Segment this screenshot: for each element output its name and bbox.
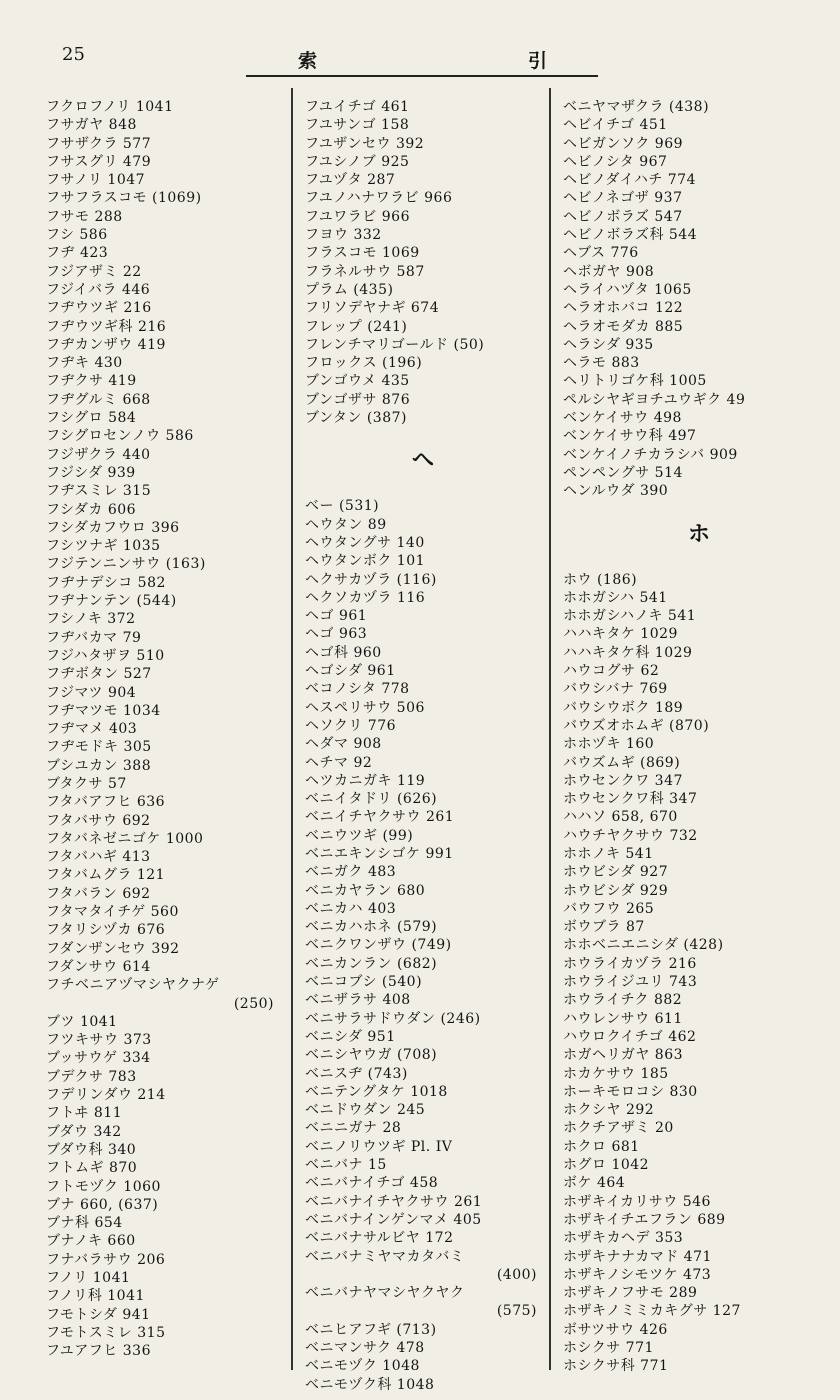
index-entry: ベニニガナ 28 <box>305 1120 402 1137</box>
index-entry: フヂナンテン (544) <box>46 593 177 610</box>
index-entry: ヘラモ 883 <box>563 355 640 372</box>
index-entry: ブナノキ 660 <box>46 1233 136 1250</box>
index-entry: ヘラオホバコ 122 <box>563 300 684 317</box>
index-entry: ベニバナヤマシヤクヤク <box>305 1285 465 1302</box>
header-rule <box>246 75 598 77</box>
index-entry: ヘビノボラズ 547 <box>563 208 683 225</box>
index-entry: フサフラスコモ (1069) <box>46 190 202 207</box>
header-title-right: 引 <box>528 50 548 72</box>
index-entry: ブツ 1041 <box>46 1013 118 1030</box>
index-entry: ベニカハホネ (579) <box>305 919 438 936</box>
index-entry: フヨウ 332 <box>305 227 382 244</box>
index-entry: (250) <box>233 995 274 1012</box>
index-entry: ブンタン (387) <box>305 410 407 427</box>
index-entry: フレップ (241) <box>305 318 408 335</box>
index-list <box>563 571 835 1376</box>
index-entry: フラネルサウ 587 <box>305 263 425 280</box>
index-entry: ブナ 660, (637) <box>46 1196 159 1213</box>
index-entry: ヘゴ科 960 <box>305 644 382 661</box>
index-entry: ブダウ科 340 <box>46 1141 137 1158</box>
index-entry: フシノキ 372 <box>46 611 136 628</box>
index-entry: ヘダマ 908 <box>305 736 382 753</box>
index-entry: フシダカフウロ 396 <box>46 519 180 536</box>
index-entry: ヘビガンソク 969 <box>563 135 684 152</box>
index-entry: ヘラシダ 935 <box>563 336 654 353</box>
index-entry: ヘウタンボク 101 <box>305 553 426 570</box>
index-entry: ベニシダ 951 <box>305 1028 396 1045</box>
index-entry: ベニモヅク科 1048 <box>305 1376 435 1393</box>
index-entry: フユヅタ 287 <box>305 172 396 189</box>
index-entry: ホザキイカリサウ 546 <box>563 1193 711 1210</box>
index-entry: フモトスミレ 315 <box>46 1324 166 1341</box>
index-entry: フシ 586 <box>46 227 108 244</box>
index-entry: フリソデヤナギ 674 <box>305 300 440 317</box>
index-entry: フヂクサ 419 <box>46 373 137 390</box>
index-entry: フタバラン 692 <box>46 885 151 902</box>
index-entry: フシツナギ 1035 <box>46 538 161 555</box>
index-entry: ベニサラサドウダン (246) <box>305 1010 481 1027</box>
index-entry: ベニヒアフギ (713) <box>305 1321 437 1338</box>
index-entry: ブダウ 342 <box>46 1123 122 1140</box>
index-entry: ホホベニエニシダ (428) <box>563 937 724 954</box>
index-entry: フユイチゴ 461 <box>305 99 410 115</box>
index-entry: ヘゴシダ 961 <box>305 663 396 680</box>
index-entry: フモトシダ 941 <box>46 1306 151 1323</box>
index-entry: ホガヘリガヤ 863 <box>563 1047 684 1064</box>
index-entry: ベコノシタ 778 <box>305 681 410 698</box>
index-entry: フラスコモ 1069 <box>305 245 420 262</box>
index-entry: フトヰ 811 <box>46 1105 123 1122</box>
index-entry: フトムギ 870 <box>46 1160 138 1177</box>
index-entry: フヂマメ 403 <box>46 721 138 738</box>
index-entry: ハウチヤクサウ 732 <box>563 827 698 844</box>
index-entry: ホザキイチエフラン 689 <box>563 1211 726 1228</box>
index-entry: ベニドウダン 245 <box>305 1102 426 1119</box>
index-entry: フロックス (196) <box>305 355 423 372</box>
index-entry: ヘビノネゴザ 937 <box>563 190 683 207</box>
index-entry: フヂボタン 527 <box>46 666 152 683</box>
index-column-1 <box>46 98 278 1360</box>
index-entry: フノリ 1041 <box>46 1270 131 1286</box>
index-entry: バウフウ 265 <box>563 900 655 917</box>
index-entry: フジシダ 939 <box>46 464 136 481</box>
index-entry: ヘリトリゴケ科 1005 <box>563 373 707 390</box>
index-entry: ホーキモロコシ 830 <box>563 1083 698 1100</box>
index-entry: ペルシヤギヨチユウギク 49 <box>563 391 746 408</box>
index-entry: ホウライジユリ 743 <box>563 974 698 991</box>
index-entry: フジマツ 904 <box>46 684 137 701</box>
index-entry: フタバハギ 413 <box>46 849 151 866</box>
index-entry: ベニバナミヤマカタバミ <box>305 1248 465 1265</box>
index-entry: ホホガシハ 541 <box>563 589 668 606</box>
index-entry: フチベニアヅマシヤクナゲ <box>46 977 220 994</box>
index-entry: ベー (531) <box>305 498 380 515</box>
index-entry: フヂバカマ 79 <box>46 629 142 646</box>
index-entry: フジザクラ 440 <box>46 446 151 463</box>
index-entry: ホウ (186) <box>563 571 638 588</box>
index-entry: フシグロセンノウ 586 <box>46 428 194 445</box>
index-entry: フダンサウ 614 <box>46 958 151 975</box>
index-entry: ヘラオモダカ 885 <box>563 318 684 335</box>
index-entry: ベニバナ 15 <box>305 1157 387 1174</box>
index-entry: バウズオホムギ (870) <box>563 717 710 734</box>
index-entry: ブデクサ 783 <box>46 1068 137 1085</box>
index-entry: ブナ科 654 <box>46 1215 123 1232</box>
index-entry: ホクチアザミ 20 <box>563 1120 674 1137</box>
index-entry: ブシユカン 388 <box>46 757 152 774</box>
index-entry: フタリシヅカ 676 <box>46 922 166 939</box>
index-entry: ボケ 464 <box>563 1175 626 1192</box>
index-entry: フユザンセウ 392 <box>305 135 425 152</box>
index-entry: ホザキナナカマド 471 <box>563 1248 712 1265</box>
index-entry: ホクシヤ 292 <box>563 1102 655 1119</box>
index-entry: ホホヅキ 160 <box>563 736 655 753</box>
index-entry: ボサツサウ 426 <box>563 1321 668 1338</box>
index-entry: ヘクソカヅラ 116 <box>305 589 426 606</box>
index-entry: フユワラビ 966 <box>305 208 410 225</box>
index-entry: ヘツカニガキ 119 <box>305 772 426 789</box>
index-entry: ホザキカヘデ 353 <box>563 1230 684 1247</box>
index-entry: フシグロ 584 <box>46 410 137 427</box>
index-entry: ベニクワンザウ (749) <box>305 937 452 954</box>
index-entry: ブッサウゲ 334 <box>46 1050 151 1067</box>
index-list <box>305 98 541 427</box>
index-entry: ベニガク 483 <box>305 864 397 881</box>
index-entry: フタマタイチゲ 560 <box>46 904 179 921</box>
index-entry: フレンチマリゴールド (50) <box>305 336 485 353</box>
index-entry: ベニシヤウガ (708) <box>305 1047 438 1064</box>
section-heading-ho: ホ <box>687 520 710 547</box>
index-entry: フユノハナワラビ 966 <box>305 190 453 207</box>
index-entry: ヘスペリサウ 506 <box>305 699 425 716</box>
index-entry: ホザキノシモツケ 473 <box>563 1266 712 1283</box>
index-entry: ヘビイチゴ 451 <box>563 117 668 134</box>
index-entry: ベンケイノチカラシバ 909 <box>563 446 738 463</box>
index-entry: ブンゴウメ 435 <box>305 373 410 390</box>
index-entry: プラム (435) <box>305 281 394 298</box>
index-entry: ブタクサ 57 <box>46 775 127 792</box>
index-entry: ベニマンサク 478 <box>305 1340 425 1356</box>
index-entry: ヘチマ 92 <box>305 754 373 771</box>
index-entry: ブンゴザサ 876 <box>305 391 411 408</box>
index-entry: ホウビシダ 927 <box>563 864 669 881</box>
index-entry: ヘビノシタ 967 <box>563 153 668 170</box>
index-entry: ホクロ 681 <box>563 1138 640 1155</box>
index-entry: フヂウツギ 216 <box>46 300 152 317</box>
index-entry: フヂマツモ 1034 <box>46 702 161 719</box>
index-entry: ホウライカヅラ 216 <box>563 955 697 972</box>
index-entry: (575) <box>496 1303 537 1320</box>
index-column-3 <box>563 98 835 1376</box>
index-entry: ホシクサ科 771 <box>563 1358 669 1375</box>
index-entry: フノリ科 1041 <box>46 1288 145 1305</box>
index-entry: フヂキ 430 <box>46 355 123 372</box>
index-entry: ベニエキンシゴケ 991 <box>305 845 454 862</box>
index-entry: フジハタザヲ 510 <box>46 647 165 664</box>
index-entry: ハウコグサ 62 <box>563 663 660 680</box>
index-entry: ベニバナイチゴ 458 <box>305 1175 439 1192</box>
index-entry: フヂ 423 <box>46 245 109 262</box>
index-entry: フヂウツギ科 216 <box>46 318 167 335</box>
index-entry: ヘゴ 963 <box>305 626 368 643</box>
index-entry: ヘソクリ 776 <box>305 717 397 734</box>
index-entry: ベニカハ 403 <box>305 900 397 917</box>
index-entry: フジテンニンサウ (163) <box>46 556 206 573</box>
index-entry: ホホノキ 541 <box>563 845 654 862</box>
index-entry: ホシクサ 771 <box>563 1340 654 1356</box>
index-entry: ヘゴ 961 <box>305 608 368 625</box>
index-entry: ベニバナサルビヤ 172 <box>305 1230 454 1247</box>
index-entry: ベニイタドリ (626) <box>305 791 438 808</box>
index-entry: フサノリ 1047 <box>46 172 146 189</box>
index-entry: フユシノブ 925 <box>305 153 410 170</box>
column-divider-2 <box>549 88 551 1370</box>
index-entry: フヂカンザウ 419 <box>46 336 166 353</box>
index-entry: ホウセンクワ 347 <box>563 772 683 789</box>
index-entry: フサザクラ 577 <box>46 135 152 152</box>
index-entry: ベンケイサウ 498 <box>563 410 682 427</box>
index-entry: ベンケイサウ科 497 <box>563 428 697 445</box>
index-list <box>305 497 541 1394</box>
index-entry: フトモヅク 1060 <box>46 1178 161 1195</box>
index-entry: ベニテングタケ 1018 <box>305 1083 448 1100</box>
index-entry: ベニヤマザクラ (438) <box>563 99 710 115</box>
index-entry: ホザキノミミカキグサ 127 <box>563 1303 741 1320</box>
index-entry: ヘウタン 89 <box>305 516 387 533</box>
index-entry: ベニカンラン (682) <box>305 955 438 972</box>
index-entry: フジアザミ 22 <box>46 263 142 280</box>
index-entry: ホカケサウ 185 <box>563 1065 669 1082</box>
index-entry: フヂモドキ 305 <box>46 739 152 756</box>
index-entry: フユアフヒ 336 <box>46 1343 151 1360</box>
index-entry: ホザキノフサモ 289 <box>563 1285 698 1302</box>
index-entry: フヂナデシコ 582 <box>46 574 166 591</box>
index-entry: フタバサウ 692 <box>46 812 151 829</box>
index-entry: バウシウボク 189 <box>563 699 684 716</box>
index-entry: ヘビノダイハチ 774 <box>563 172 696 189</box>
index-entry: フヂグルミ 668 <box>46 391 151 408</box>
index-entry: ハウロクイチゴ 462 <box>563 1028 697 1045</box>
index-entry: ホウライチク 882 <box>563 992 683 1009</box>
index-entry: ベニバナイチヤクサウ 261 <box>305 1193 483 1210</box>
index-entry: フデリンダウ 214 <box>46 1087 166 1104</box>
index-column-2 <box>305 98 541 1394</box>
index-entry: ハハソ 658, 670 <box>563 809 678 826</box>
index-entry: ハハキタケ 1029 <box>563 626 678 643</box>
index-entry: ベニバナインゲンマメ 405 <box>305 1211 482 1228</box>
index-entry: ボウブラ 87 <box>563 919 645 936</box>
index-entry: バウシバナ 769 <box>563 681 668 698</box>
index-entry: フサガヤ 848 <box>46 117 137 134</box>
index-entry: フヂスミレ 315 <box>46 483 152 500</box>
index-entry: ヘウタングサ 140 <box>305 534 425 551</box>
index-entry: ヘライハヅタ 1065 <box>563 281 692 298</box>
index-entry: フダンザンセウ 392 <box>46 940 180 957</box>
index-entry: ヘブス 776 <box>563 245 639 262</box>
index-entry: ハウレンサウ 611 <box>563 1010 683 1027</box>
section-heading-he: へ <box>411 447 434 474</box>
index-entry: ベニイチヤクサウ 261 <box>305 809 455 826</box>
index-entry: フサモ 288 <box>46 208 123 225</box>
column-divider-1 <box>291 88 293 1370</box>
index-entry: ベニカヤラン 680 <box>305 882 426 899</box>
index-entry: (400) <box>496 1266 537 1283</box>
index-entry: ヘビノボラズ科 544 <box>563 227 698 244</box>
index-entry: ホウビシダ 929 <box>563 882 669 899</box>
index-entry: ヘボガヤ 908 <box>563 263 655 280</box>
index-entry: ホウセンクワ科 347 <box>563 791 698 808</box>
index-entry: ホホガシハノキ 541 <box>563 608 697 625</box>
index-entry: フクロフノリ 1041 <box>46 99 174 115</box>
index-entry: フシダカ 606 <box>46 501 137 518</box>
index-entry: ベニモヅク 1048 <box>305 1358 420 1375</box>
index-entry: フタバアフヒ 636 <box>46 794 166 811</box>
index-list <box>563 98 835 501</box>
index-entry: バウズムギ (869) <box>563 754 681 771</box>
page-number: 25 <box>62 44 85 65</box>
index-entry: ベニコブシ (540) <box>305 974 423 991</box>
index-entry: フタバムグラ 121 <box>46 867 166 884</box>
index-entry: フタバネゼニゴケ 1000 <box>46 830 204 847</box>
index-entry: ヘンルウダ 390 <box>563 483 669 500</box>
index-entry: ベニウツギ (99) <box>305 827 414 844</box>
index-entry: フナバラサウ 206 <box>46 1251 166 1268</box>
index-entry: ベニノリウツギ Pl. IV <box>305 1138 453 1155</box>
index-entry: ベニザラサ 408 <box>305 992 411 1009</box>
index-entry: フサスグリ 479 <box>46 153 152 170</box>
index-entry: フツキサウ 373 <box>46 1032 152 1049</box>
index-entry: ヘクサカヅラ (116) <box>305 571 437 588</box>
index-entry: フユサンゴ 158 <box>305 117 410 134</box>
index-entry: ハハキタケ科 1029 <box>563 644 693 661</box>
header-title-left: 索 <box>298 50 318 72</box>
index-entry: ベニスヂ (743) <box>305 1065 408 1082</box>
index-entry: ペンペングサ 514 <box>563 464 683 481</box>
index-entry: フジイバラ 446 <box>46 281 151 298</box>
index-entry: ホグロ 1042 <box>563 1157 650 1174</box>
